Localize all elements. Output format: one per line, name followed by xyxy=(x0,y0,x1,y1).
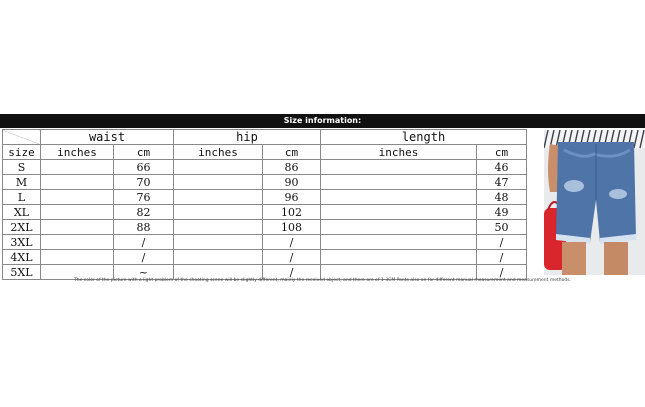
waist-group-header: waist xyxy=(41,130,174,145)
model-illustration xyxy=(544,130,645,275)
hip-in-cell xyxy=(174,175,263,190)
waist-cm-cell: 70 xyxy=(114,175,174,190)
hip-cm-cell: 108 xyxy=(263,220,321,235)
hip-cm-cell: 102 xyxy=(263,205,321,220)
hip-in-cell xyxy=(174,190,263,205)
hip-cm-cell: 96 xyxy=(263,190,321,205)
table-row xyxy=(3,175,527,190)
size-label-cell: 3XL xyxy=(3,235,41,250)
hip-cm-cell: / xyxy=(263,250,321,265)
waist-in-cell xyxy=(41,160,114,175)
column-header-row xyxy=(3,145,527,160)
denim-shorts-photo xyxy=(544,130,645,275)
length-cm-cell: / xyxy=(477,250,527,265)
hip-in-cell xyxy=(174,235,263,250)
hip-cm-cell: 90 xyxy=(263,175,321,190)
size-info-header: Size information: xyxy=(0,114,645,128)
table-row xyxy=(3,235,527,250)
waist-cm-cell: / xyxy=(114,250,174,265)
hip-in-cell xyxy=(174,250,263,265)
table-row xyxy=(3,220,527,235)
hip-in-cell xyxy=(174,220,263,235)
size-label-cell: S xyxy=(3,160,41,175)
length-in-cell xyxy=(321,220,477,235)
hip-cm-cell: / xyxy=(263,235,321,250)
waist-cm-cell: 76 xyxy=(114,190,174,205)
waist-cm-cell: 66 xyxy=(114,160,174,175)
size-label-cell: M xyxy=(3,175,41,190)
waist-in-cell xyxy=(41,190,114,205)
waist-in-cell xyxy=(41,205,114,220)
hip-inches-header: inches xyxy=(174,145,263,160)
waist-cm-cell: / xyxy=(114,235,174,250)
table-row xyxy=(3,190,527,205)
hip-group-header: hip xyxy=(174,130,321,145)
size-label-cell: XL xyxy=(3,205,41,220)
table-row xyxy=(3,250,527,265)
length-inches-header: inches xyxy=(321,145,477,160)
waist-cm-header: cm xyxy=(114,145,174,160)
group-header-row xyxy=(3,130,527,145)
waist-cm-cell: ~ xyxy=(114,265,174,280)
hip-cm-header: cm xyxy=(263,145,321,160)
waist-in-cell xyxy=(41,235,114,250)
hip-in-cell xyxy=(174,160,263,175)
waist-cm-cell: 88 xyxy=(114,220,174,235)
length-cm-header: cm xyxy=(477,145,527,160)
length-group-header: length xyxy=(321,130,527,145)
table-row xyxy=(3,205,527,220)
waist-in-cell xyxy=(41,220,114,235)
length-cm-cell: 49 xyxy=(477,205,527,220)
waist-in-cell xyxy=(41,250,114,265)
length-cm-cell: 47 xyxy=(477,175,527,190)
disclaimer-footnote: The color of the picture with a light problem of the shooting scene will be slightly different, mainly the received object, and there are of 1-3CM Pants also an for different manual measurement and measurement methods. xyxy=(73,278,572,283)
length-in-cell xyxy=(321,190,477,205)
length-in-cell xyxy=(321,205,477,220)
length-in-cell xyxy=(321,250,477,265)
length-cm-cell: / xyxy=(477,265,527,280)
length-in-cell xyxy=(321,175,477,190)
size-label-cell: 4XL xyxy=(3,250,41,265)
corner-cell xyxy=(3,130,41,145)
hip-cm-cell: / xyxy=(263,265,321,280)
length-cm-cell: 50 xyxy=(477,220,527,235)
size-label-cell: 5XL xyxy=(3,265,41,280)
length-in-cell xyxy=(321,235,477,250)
size-label-cell: L xyxy=(3,190,41,205)
waist-cm-cell: 82 xyxy=(114,205,174,220)
length-cm-cell: 48 xyxy=(477,190,527,205)
hip-in-cell xyxy=(174,205,263,220)
table-row xyxy=(3,160,527,175)
hip-cm-cell: 86 xyxy=(263,160,321,175)
size-column-header: size xyxy=(3,145,41,160)
length-cm-cell: / xyxy=(477,235,527,250)
waist-inches-header: inches xyxy=(41,145,114,160)
length-in-cell xyxy=(321,160,477,175)
waist-in-cell xyxy=(41,175,114,190)
size-label-cell: 2XL xyxy=(3,220,41,235)
length-cm-cell: 46 xyxy=(477,160,527,175)
size-chart-table xyxy=(2,129,527,280)
